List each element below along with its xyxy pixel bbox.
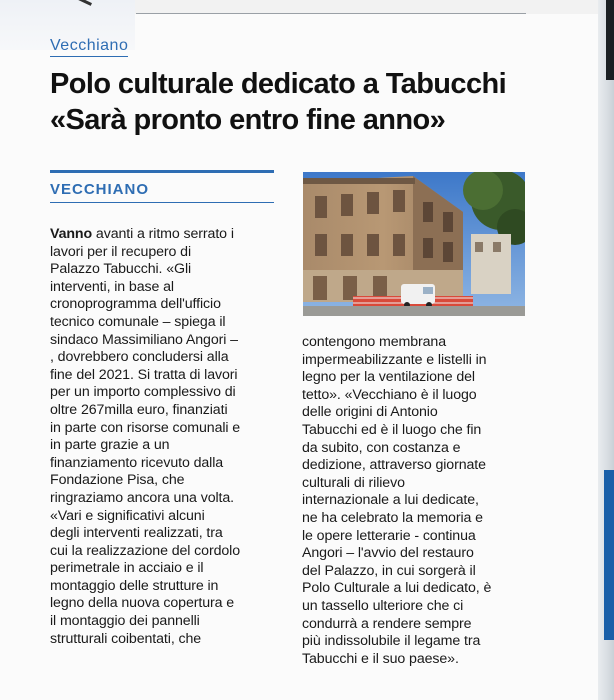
- paragraph-line: in parte grazie a un: [50, 437, 170, 454]
- headline-line-1: Polo culturale dedicato a Tabucchi: [50, 68, 507, 100]
- paragraph-line: Angori – l'avvio del restauro: [302, 545, 474, 562]
- article-column-2: [302, 334, 532, 668]
- paragraph-line: tecnico comunale – spiega il: [50, 313, 226, 330]
- paragraph-line: Polo Culturale a lui dedicato, è: [302, 580, 492, 597]
- paragraph-line: delle origini di Antonio: [302, 404, 438, 421]
- page-edge-blue: [604, 470, 614, 640]
- paragraph-line: sindaco Massimiliano Angori –: [50, 331, 238, 348]
- paragraph-line: legno della nuova copertura e: [50, 595, 235, 612]
- article-headline: [50, 66, 570, 138]
- lead-word: Vanno: [50, 226, 93, 242]
- article-kicker: Vecchiano: [50, 37, 128, 57]
- paragraph-line: strutturali coibentati, che: [50, 630, 202, 647]
- section-underline: [50, 202, 274, 203]
- paragraph-line: degli interventi realizzati, tra: [50, 525, 223, 542]
- paragraph-line: da subito, con costanza e: [302, 439, 461, 456]
- paragraph-line: internazionale a lui dedicate,: [302, 492, 479, 509]
- paragraph-line: finanziamento ricevuto dalla: [50, 454, 224, 471]
- article-column-1: [50, 226, 280, 648]
- paragraph-line: cronoprogramma dell'ufficio: [50, 296, 221, 313]
- headline-line-2: «Sarà pronto entro fine anno»: [50, 104, 446, 136]
- paragraph-line: dedizione, attraverso giornate: [302, 457, 486, 474]
- building-photo-icon: [303, 172, 525, 316]
- paragraph-line: un tassello ulteriore che ci: [302, 597, 464, 614]
- paragraph-line: Fondazione Pisa, che: [50, 472, 185, 489]
- paragraph-line: lavori per il recupero di: [50, 243, 192, 260]
- lead-rest: avanti a ritmo serrato i: [92, 226, 234, 242]
- paragraph-line: perimetrale in acciaio e il: [50, 560, 204, 577]
- paragraph-line: ringraziamo ancora una volta.: [50, 489, 235, 506]
- paragraph-line: condurrà a rendere sempre: [302, 615, 472, 632]
- paragraph-line: Tabucchi ed è il luogo che fin: [302, 421, 482, 438]
- paragraph-line: tetto». «Vecchiano è il luogo: [302, 386, 477, 403]
- paragraph-line: Tabucchi e il suo paese».: [302, 650, 459, 667]
- article-photo: [303, 172, 525, 316]
- paragraph-line: montaggio delle strutture in: [50, 577, 219, 594]
- paragraph-line: legno per la ventilazione del: [302, 369, 475, 386]
- section-bar: [50, 170, 274, 173]
- paragraph-line: culturali di rilievo: [302, 474, 405, 491]
- paragraph-line: il montaggio dei pannelli: [50, 613, 200, 630]
- paragraph-line: [50, 226, 280, 244]
- paragraph-line: oltre 267milla euro, finanziati: [50, 401, 228, 418]
- paragraph-line: cui la realizzazione del cordolo: [50, 542, 241, 559]
- paragraph-line: contengono membrana: [302, 334, 447, 350]
- paragraph-line: impermeabilizzante e listelli in: [302, 351, 487, 368]
- paragraph-line: per un importo complessivo di: [50, 384, 236, 401]
- page-edge: [598, 0, 614, 700]
- paragraph-line: fine del 2021. Si tratta di lavori: [50, 366, 238, 383]
- page-edge-dark: [606, 0, 614, 80]
- paragraph-line: interventi, in base al: [50, 278, 174, 295]
- paragraph-line: in parte con risorse comunali e: [50, 419, 241, 436]
- paragraph-line: le opere letterarie - continua: [302, 527, 476, 544]
- section-label: VECCHIANO: [50, 181, 150, 198]
- paragraph-line: Palazzo Tabucchi. «Gli: [50, 261, 192, 278]
- paragraph-line: del Palazzo, in cui sorgerà il: [302, 562, 476, 579]
- top-rule: [136, 13, 526, 14]
- paragraph-line: «Vari e significativi alcuni: [50, 507, 205, 524]
- paragraph-line: , dovrebbero concludersi alla: [50, 349, 229, 366]
- paragraph-line: più indissolubile il legame tra: [302, 633, 481, 650]
- paragraph-line: ne ha celebrato la memoria e: [302, 509, 483, 526]
